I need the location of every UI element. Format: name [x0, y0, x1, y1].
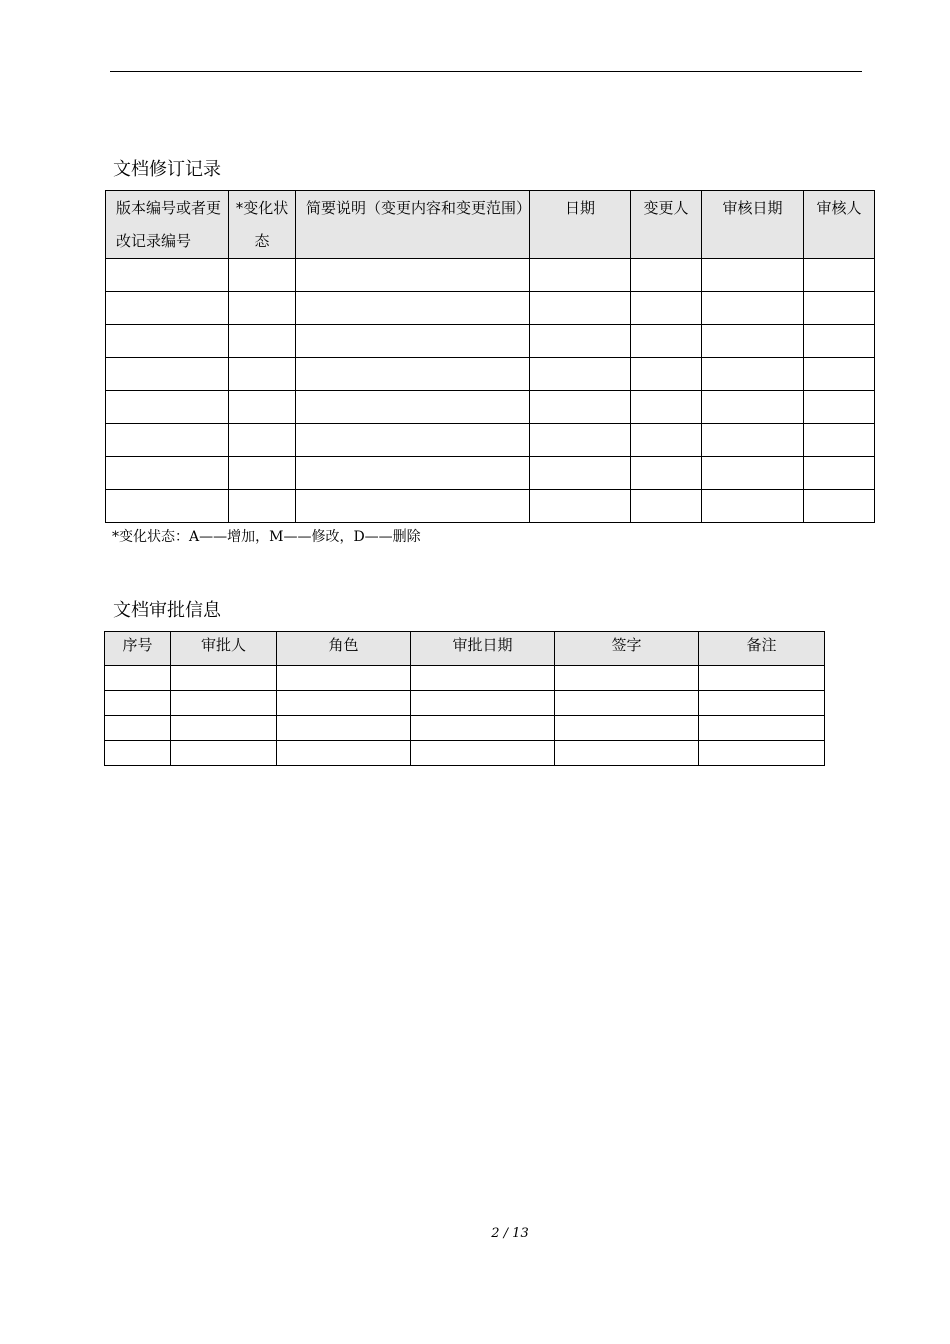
table-cell — [702, 259, 804, 292]
table-cell — [555, 691, 699, 716]
table-cell — [229, 259, 296, 292]
header-version-number: 版本编号或者更改记录编号 — [106, 191, 229, 259]
table-cell — [631, 490, 702, 523]
table-cell — [804, 490, 875, 523]
table-row — [105, 691, 825, 716]
change-status-note: *变化状态：A——增加，M——修改，D——删除 — [112, 529, 421, 545]
header-role: 角色 — [277, 632, 411, 666]
table-cell — [804, 391, 875, 424]
table-cell — [804, 259, 875, 292]
table-cell — [702, 424, 804, 457]
table-cell — [530, 490, 631, 523]
table-cell — [702, 292, 804, 325]
revision-table-body — [106, 259, 875, 523]
header-summary: 简要说明（变更内容和变更范围） — [296, 191, 530, 259]
table-cell — [411, 716, 555, 741]
table-cell — [105, 666, 171, 691]
header-approval-date: 审批日期 — [411, 632, 555, 666]
revision-header-row — [106, 191, 875, 259]
revision-table — [105, 190, 875, 523]
table-cell — [702, 325, 804, 358]
table-cell — [105, 741, 171, 766]
table-cell — [277, 741, 411, 766]
table-cell — [229, 292, 296, 325]
table-cell — [229, 325, 296, 358]
table-cell — [229, 424, 296, 457]
table-cell — [277, 691, 411, 716]
table-cell — [171, 741, 277, 766]
header-sequence-number: 序号 — [105, 632, 171, 666]
table-cell — [804, 325, 875, 358]
table-cell — [106, 259, 229, 292]
table-cell — [699, 666, 825, 691]
table-cell — [106, 457, 229, 490]
table-cell — [699, 741, 825, 766]
approval-table — [104, 631, 825, 766]
table-row — [106, 259, 875, 292]
header-review-date: 审核日期 — [702, 191, 804, 259]
header-reviewer: 审核人 — [804, 191, 875, 259]
table-cell — [296, 358, 530, 391]
table-cell — [171, 691, 277, 716]
table-cell — [530, 325, 631, 358]
table-cell — [804, 358, 875, 391]
table-row — [106, 358, 875, 391]
table-cell — [555, 741, 699, 766]
table-cell — [555, 666, 699, 691]
table-cell — [296, 424, 530, 457]
table-cell — [631, 424, 702, 457]
table-row — [106, 424, 875, 457]
header-changer: 变更人 — [631, 191, 702, 259]
table-cell — [106, 358, 229, 391]
table-cell — [631, 292, 702, 325]
header-remarks: 备注 — [699, 632, 825, 666]
table-cell — [411, 666, 555, 691]
table-row — [106, 325, 875, 358]
table-cell — [229, 490, 296, 523]
table-cell — [296, 391, 530, 424]
table-cell — [804, 292, 875, 325]
page-number: 2 / 13 — [491, 1226, 529, 1241]
table-row — [106, 457, 875, 490]
table-cell — [171, 666, 277, 691]
table-cell — [530, 292, 631, 325]
table-cell — [702, 457, 804, 490]
table-cell — [631, 259, 702, 292]
table-cell — [631, 358, 702, 391]
revision-section-title: 文档修订记录 — [113, 159, 221, 180]
table-cell — [631, 325, 702, 358]
table-cell — [411, 691, 555, 716]
table-cell — [530, 424, 631, 457]
approval-section-title: 文档审批信息 — [113, 600, 221, 621]
table-cell — [699, 716, 825, 741]
table-cell — [296, 292, 530, 325]
table-cell — [106, 391, 229, 424]
table-cell — [296, 325, 530, 358]
table-cell — [277, 666, 411, 691]
table-cell — [631, 457, 702, 490]
table-cell — [106, 490, 229, 523]
table-cell — [296, 490, 530, 523]
table-cell — [702, 391, 804, 424]
table-cell — [106, 424, 229, 457]
table-row — [106, 292, 875, 325]
table-cell — [530, 457, 631, 490]
header-approver: 审批人 — [171, 632, 277, 666]
header-change-status: *变化状态 — [229, 191, 296, 259]
table-cell — [106, 292, 229, 325]
header-date: 日期 — [530, 191, 631, 259]
table-row — [106, 490, 875, 523]
table-cell — [555, 716, 699, 741]
table-cell — [530, 391, 631, 424]
table-cell — [530, 259, 631, 292]
table-cell — [229, 391, 296, 424]
table-cell — [105, 716, 171, 741]
table-cell — [804, 424, 875, 457]
header-rule — [110, 71, 862, 72]
table-cell — [530, 358, 631, 391]
table-cell — [296, 457, 530, 490]
table-row — [105, 741, 825, 766]
table-cell — [105, 691, 171, 716]
table-cell — [702, 358, 804, 391]
table-row — [106, 391, 875, 424]
table-cell — [296, 259, 530, 292]
approval-table-body — [105, 666, 825, 766]
table-cell — [106, 325, 229, 358]
table-cell — [804, 457, 875, 490]
approval-header-row — [105, 632, 825, 666]
table-cell — [229, 358, 296, 391]
header-signature: 签字 — [555, 632, 699, 666]
table-row — [105, 666, 825, 691]
table-cell — [631, 391, 702, 424]
table-cell — [699, 691, 825, 716]
table-cell — [171, 716, 277, 741]
table-cell — [411, 741, 555, 766]
table-cell — [229, 457, 296, 490]
table-cell — [277, 716, 411, 741]
table-cell — [702, 490, 804, 523]
table-row — [105, 716, 825, 741]
